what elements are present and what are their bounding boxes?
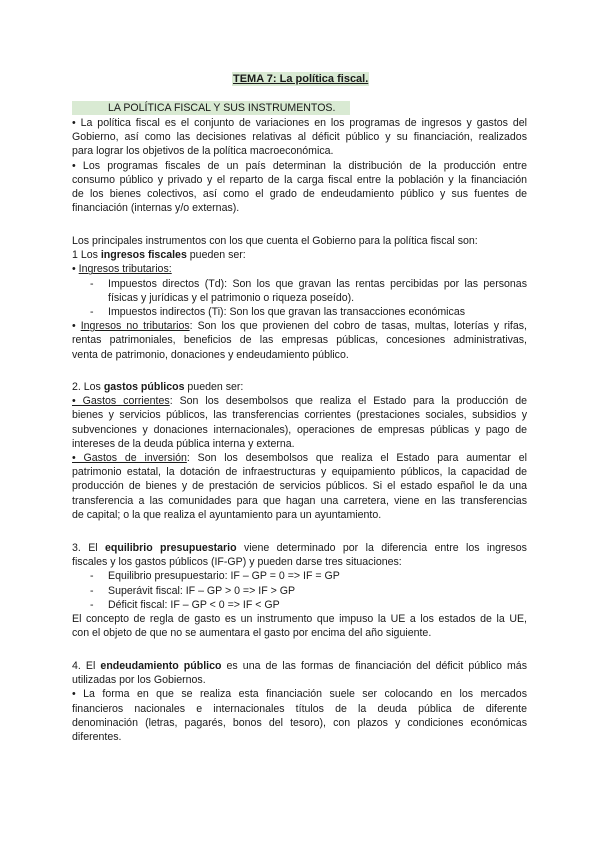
- paragraph-line: venta de patrimonio, donaciones y endeudamiento público.: [72, 348, 349, 361]
- section-4-heading: 4. El endeudamiento público es una de las formas de financiación del déficit público más: [72, 660, 527, 672]
- section-heading: LA POLÍTICA FISCAL Y SUS INSTRUMENTOS.: [108, 102, 336, 114]
- paragraph-line: subvenciones y donaciones internacionales), operaciones de empresas públicas y pago de: [72, 423, 527, 436]
- instruments-intro: Los principales instrumentos con los que cuenta el Gobierno para la política fiscal son:: [72, 235, 478, 247]
- paragraph-line: • La política fiscal es el conjunto de variaciones en los programas de ingresos y gastos del: [72, 117, 527, 129]
- intro-paragraphs: [72, 116, 527, 215]
- paragraph-line: transferencia a las comunidades para que hagan una carretera, viene en las transferencias: [72, 494, 527, 507]
- paragraph-line: rentas patrimoniales, beneficios de las empresas públicas, concesiones administrativas,: [72, 334, 527, 347]
- paragraph-line: producción de bienes y de prestación de servicios públicos. Si el estado español le da una: [72, 480, 527, 493]
- gastos-inversion: • Gastos de inversión: Son los desembolsos que realiza el Estado para aumentar el: [72, 452, 528, 465]
- paragraph-line: fiscales y los gastos públicos (IF-GP) y pueden darse tres situaciones:: [72, 556, 402, 569]
- dash-item-impuestos-directos: - Impuestos directos (Td): Son los que gravan las rentas percibidas por las personas físicas y jurídicas y el patrimonio o riqueza poseído).: [72, 277, 527, 305]
- paragraph-line: financiación (internas y/o externas).: [72, 202, 240, 215]
- section-equilibrio: [72, 541, 527, 640]
- section-3-heading: 3. El equilibrio presupuestario viene determinado por la diferencia entre los ingresos: [72, 542, 527, 554]
- section-ingresos: [72, 234, 527, 362]
- paragraph-line: de los bienes colectivos, así como el grado de endeudamiento público y sus fuentes de: [72, 188, 527, 201]
- page-title: TEMA 7: La política fiscal.: [233, 73, 369, 85]
- paragraph-line: bienes y servicios públicos, las transferencias corrientes (prestaciones sociales, subsidios y: [72, 409, 527, 422]
- section-gastos: [72, 380, 527, 522]
- paragraph-line: con el objeto de que no se aumentara el gasto por encima del año siguiente.: [72, 627, 432, 640]
- paragraph-line: financieros nacionales e internacionales títulos de la deuda pública de diferente: [72, 702, 527, 715]
- paragraph-line: denominación (letras, pagarés, bonos del tesoro), con plazos y condiciones económicas: [72, 716, 527, 729]
- paragraph-line: intereses de la deuda pública interna y externa.: [72, 437, 295, 450]
- paragraph-line: diferentes.: [72, 731, 122, 744]
- dash-item-equilibrio: - Equilibrio presupuestario: IF – GP = 0 => IF = GP: [72, 569, 527, 583]
- dash-item-superavit: - Superávit fiscal: IF – GP > 0 => IF > GP: [72, 584, 527, 598]
- paragraph-line: El concepto de regla de gasto es un instrumento que impuso la UE a los estados de la UE,: [72, 613, 527, 626]
- dash-item-impuestos-indirectos: - Impuestos indirectos (Ti): Son los que gravan las transacciones económicas: [72, 305, 527, 319]
- section-heading-highlight: [72, 101, 350, 115]
- section-endeudamiento: [72, 659, 527, 744]
- ingresos-tributarios-label: • Ingresos tributarios:: [72, 263, 172, 276]
- dash-item-deficit: - Déficit fiscal: IF – GP < 0 => IF < GP: [72, 598, 527, 612]
- gastos-corrientes: • Gastos corrientes: Son los desembolsos que realiza el Estado para la producción de: [72, 395, 528, 408]
- paragraph-line: Gobierno, así como las decisiones relativas al déficit público y su financiación, realizados: [72, 131, 527, 144]
- paragraph-line: • Los programas fiscales de un país determinan la distribución de la producción entre: [72, 159, 527, 172]
- section-2-heading: 2. Los gastos públicos pueden ser:: [72, 381, 244, 393]
- paragraph-line: patrimonio estatal, la dotación de infraestructuras y equipamiento públicos, la capacidad de: [72, 466, 527, 479]
- paragraph-line: para lograr los objetivos de la política macroeconómica.: [72, 145, 334, 158]
- paragraph-line: • La forma en que se realiza esta financiación suele ser colocando en los mercados: [72, 688, 527, 701]
- ingresos-no-tributarios: • Ingresos no tributarios: Son los que provienen del cobro de tasas, multas, loterías y rifas,: [72, 320, 527, 333]
- section-1-heading: 1 Los ingresos fiscales pueden ser:: [72, 249, 246, 262]
- paragraph-line: de capital; o la que realiza el ayuntamiento para un ayuntamiento.: [72, 508, 382, 521]
- paragraph-line: utilizadas por los Gobiernos.: [72, 674, 206, 687]
- paragraph-line: consumo público y privado y el reparto de la carga fiscal entre la población y la financiación: [72, 173, 527, 186]
